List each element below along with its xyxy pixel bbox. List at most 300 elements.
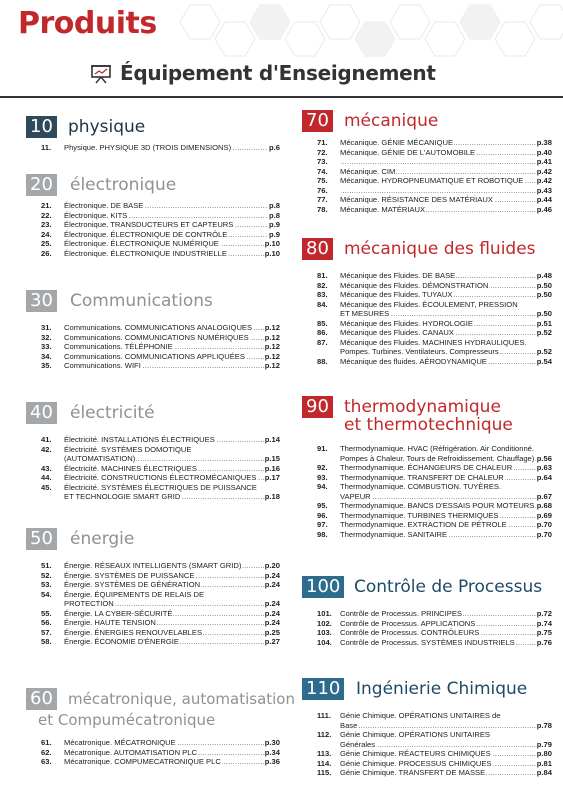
page-number: p.76: [536, 637, 552, 647]
page-number: p.24: [264, 580, 280, 589]
item-text-line2: (AUTOMATISATION): [64, 454, 136, 463]
page-number: p.72: [536, 609, 552, 618]
list-item: [41, 201, 280, 211]
item-number: 57.: [41, 627, 52, 637]
list-item: [317, 281, 552, 291]
list-item: [317, 148, 552, 158]
item-number: 52.: [41, 570, 52, 580]
page-number: p.81: [536, 758, 552, 768]
page-number: p.70: [536, 529, 552, 539]
item-list: [26, 201, 280, 258]
section-50: [26, 528, 280, 647]
section-title: Communications: [70, 291, 213, 311]
list-item: [41, 220, 280, 230]
page-number: p.18: [264, 492, 280, 501]
item-text: Énergie. ÉQUIPEMENTS DE RELAIS DE: [64, 589, 205, 599]
page-number: p.24: [264, 599, 280, 608]
page-number: p.14: [264, 435, 280, 444]
list-item: [41, 249, 280, 259]
list-item: [41, 748, 280, 758]
section-number: 20: [26, 174, 57, 196]
list-item: [317, 195, 552, 205]
item-text: Énergie. SYSTÈMES DE GÉNÉRATION: [64, 580, 201, 589]
section-number: 60: [26, 688, 57, 710]
section-number: 110: [302, 678, 344, 700]
item-number: 73.: [317, 157, 328, 166]
page-number: p.75: [536, 628, 552, 637]
list-item: [317, 511, 552, 521]
list-item: [317, 328, 552, 338]
list-item: [41, 757, 280, 767]
page-number: p.20: [264, 561, 280, 570]
page-number: p.38: [536, 138, 552, 147]
list-item: [317, 205, 552, 215]
list-item: [41, 609, 280, 619]
item-text: Thermodynamique. SANITAIRE: [340, 529, 448, 539]
item-number: 72.: [317, 147, 328, 157]
item-number: 112.: [317, 730, 332, 739]
page-number: p.51: [536, 318, 552, 328]
item-text: Génie Chimique. RÉACTEURS CHIMIQUES: [340, 749, 491, 758]
item-text: Thermodynamique. ÉCHANGEURS DE CHALEUR: [340, 463, 513, 472]
item-text: Mécanique des Fluides. DÉMONSTRATION: [340, 280, 489, 290]
item-number: 102.: [317, 618, 332, 628]
item-number: 54.: [41, 589, 52, 599]
page-number: p.8: [269, 201, 280, 210]
list-item: [317, 730, 552, 749]
list-item: [41, 230, 280, 240]
page-number: p.44: [536, 195, 552, 204]
item-text: Mécanique des Fluides. HYDROLOGIE: [340, 318, 473, 328]
item-text: Mécatronique. AUTOMATISATION PLC: [64, 747, 197, 757]
item-text: Communications. TÉLÉPHONIE: [64, 342, 173, 351]
item-text: Mécanique des Fluides. DE BASE: [340, 271, 456, 280]
page-number: p.12: [264, 342, 280, 351]
section-title-line2: et thermotechnique: [344, 415, 513, 435]
list-item: [317, 167, 552, 177]
item-list: [302, 138, 552, 214]
list-item: [41, 323, 280, 333]
page-number: p.30: [264, 738, 280, 747]
item-number: 81.: [317, 271, 328, 280]
list-item: [317, 473, 552, 483]
item-text: Électricité. SYSTÈMES ÉLECTRIQUES DE PUISSANCE: [64, 482, 257, 492]
page-number: p.10: [264, 239, 280, 248]
section-title: électronique: [70, 175, 177, 195]
item-number: 92.: [317, 463, 328, 472]
section-10: [26, 116, 280, 153]
page-number: p.42: [536, 166, 552, 176]
item-number: 103.: [317, 628, 332, 637]
item-text: Électronique. DE BASE: [64, 201, 144, 210]
item-text: Mécanique des Fluides. ÉCOULEMENT, PRESSION: [340, 299, 518, 309]
section-110: [302, 678, 552, 778]
item-number: 51.: [41, 561, 52, 570]
section-70: [302, 110, 552, 214]
item-text: Électronique. ÉLECTRONIQUE NUMÉRIQUE: [64, 239, 219, 248]
page-number: p.46: [536, 204, 552, 214]
item-list: [302, 609, 552, 647]
list-item: [317, 463, 552, 473]
item-text-line2: Pompes à Chaleur. Tours de Refroidissement. Chauffage): [340, 453, 535, 463]
item-number: 78.: [317, 204, 328, 214]
item-text: Thermodynamique. TRANSFERT DE CHALEUR: [340, 472, 504, 482]
item-list: [26, 323, 280, 371]
item-number: 84.: [317, 299, 328, 309]
item-number: 98.: [317, 529, 328, 539]
item-text: Mécanique des Fluides. CANAUX: [340, 328, 454, 337]
item-number: 11.: [41, 143, 52, 152]
item-number: 35.: [41, 361, 52, 370]
item-number: 104.: [317, 637, 332, 647]
item-text-line2: ET TECHNOLOGIE SMART GRID: [64, 492, 181, 501]
list-item: [317, 711, 552, 730]
page-number: p.25: [264, 627, 280, 637]
page-number: p.68: [536, 501, 552, 510]
item-number: 82.: [317, 280, 328, 290]
section-20: [26, 174, 280, 258]
list-item: [317, 501, 552, 511]
item-number: 23.: [41, 220, 52, 229]
list-item: [317, 444, 552, 463]
section-title: Contrôle de Processus: [354, 577, 543, 597]
list-item: [41, 618, 280, 628]
list-item: [41, 143, 280, 153]
list-item: [41, 738, 280, 748]
item-text: Génie Chimique. TRANSFERT DE MASSE: [340, 768, 486, 777]
section-80: [302, 238, 552, 366]
item-text-line2: Base: [340, 720, 358, 730]
item-number: 75.: [317, 176, 328, 185]
item-list: [302, 711, 552, 778]
item-number: 74.: [317, 166, 328, 176]
page-number: p.43: [536, 185, 552, 195]
item-text: Mécanique. GÉNIE DE L'AUTOMOBILE: [340, 147, 476, 157]
divider: [0, 96, 563, 98]
page-number: p.80: [536, 749, 552, 758]
section-title: mécanique des fluides: [344, 239, 536, 259]
list-item: [41, 473, 280, 483]
item-text: Énergie. LA CYBER-SÉCURITÉ: [64, 608, 173, 618]
list-item: [41, 211, 280, 221]
item-number: 111.: [317, 711, 331, 720]
list-item: [41, 590, 280, 609]
list-item: [41, 435, 280, 445]
item-number: 101.: [317, 609, 332, 618]
list-item: [41, 445, 280, 464]
page-number: p.10: [264, 248, 280, 258]
section-number: 10: [26, 116, 57, 138]
presentation-board-icon: [90, 64, 112, 84]
list-item: [41, 580, 280, 590]
list-item: [41, 333, 280, 343]
item-text: Génie Chimique. OPÉRATIONS UNITAIRES: [340, 730, 490, 739]
item-text: Mécanique des Fluides. MACHINES HYDRAULIQUES.: [340, 337, 527, 347]
item-text: Mécanique. CIM: [340, 166, 396, 176]
page-number: p.6: [269, 143, 280, 152]
list-item: [317, 768, 552, 778]
list-item: [317, 186, 552, 196]
item-number: 91.: [317, 444, 328, 453]
item-number: 85.: [317, 318, 328, 328]
item-number: 26.: [41, 248, 52, 258]
page-number: p.79: [536, 739, 552, 749]
item-list: [26, 435, 280, 502]
list-item: [41, 628, 280, 638]
item-number: 94.: [317, 482, 328, 491]
item-number: 34.: [41, 351, 52, 361]
page-number: p.69: [536, 510, 552, 520]
item-text: Mécanique. GÉNIE MÉCANIQUE: [340, 138, 454, 147]
item-number: 71.: [317, 138, 328, 147]
page-number: p.15: [264, 454, 280, 463]
item-number: 32.: [41, 332, 52, 342]
list-item: [317, 338, 552, 357]
list-item: [41, 239, 280, 249]
item-text: Génie Chimique. OPÉRATIONS UNITAIRES de: [340, 711, 501, 720]
section-title: Ingénierie Chimique: [356, 679, 528, 699]
page-number: p.42: [536, 176, 552, 185]
page-number: p.52: [536, 347, 552, 356]
item-text-line2: PROTECTION: [64, 599, 114, 608]
page-number: p.41: [536, 157, 552, 166]
item-text: Mécanique. MATÉRIAUX: [340, 204, 426, 214]
section-title: thermodynamique: [344, 397, 501, 417]
item-list: [26, 738, 280, 767]
section-number: 70: [302, 110, 333, 132]
section-40: [26, 402, 280, 502]
item-number: 55.: [41, 608, 52, 618]
list-item: [317, 759, 552, 769]
section-30: [26, 290, 280, 371]
item-text: Énergie. RÉSEAUX INTELLIGENTS (SMART GRID): [64, 561, 242, 570]
item-number: 53.: [41, 580, 52, 589]
section-number: 100: [302, 576, 344, 598]
page-number: p.40: [536, 147, 552, 157]
page-number: p.50: [536, 290, 552, 299]
list-item: [317, 520, 552, 530]
item-text: Thermodynamique. EXTRACTION DE PÉTROLE: [340, 520, 507, 529]
item-text: Contrôle de Processus. APPLICATIONS: [340, 618, 476, 628]
item-number: 76.: [317, 185, 328, 195]
item-number: 56.: [41, 618, 52, 627]
page-number: p.12: [264, 361, 280, 370]
item-text: Électronique. TRANSDUCTEURS ET CAPTEURS: [64, 220, 234, 229]
page-number: p.8: [269, 210, 280, 220]
page-number: p.24: [264, 570, 280, 580]
item-text: [340, 157, 341, 166]
subtitle-bar: [0, 58, 563, 98]
page-number: p.74: [536, 618, 552, 628]
page-number: p.12: [264, 351, 280, 361]
item-number: 97.: [317, 520, 328, 529]
item-text: Thermodynamique. BANCS D'ESSAIS POUR MOTEURS: [340, 501, 535, 510]
item-text: Physique. PHYSIQUE 3D (TROIS DIMENSIONS): [64, 143, 232, 152]
section-title: mécatronique, automatisation: [68, 690, 295, 708]
list-item: [317, 271, 552, 281]
item-number: 42.: [41, 444, 52, 454]
list-item: [41, 571, 280, 581]
item-number: 114.: [317, 758, 332, 768]
page-title: Produits: [18, 6, 157, 41]
item-text: Contrôle de Processus. CONTRÔLEURS: [340, 628, 480, 637]
item-number: 77.: [317, 195, 328, 204]
item-number: 61.: [41, 738, 52, 747]
item-list: [26, 143, 280, 153]
list-item: [317, 290, 552, 300]
list-item: [317, 157, 552, 167]
list-item: [41, 483, 280, 502]
page-number: p.12: [264, 332, 280, 342]
section-title-line2: et Compumécatronique: [38, 711, 216, 729]
list-item: [41, 352, 280, 362]
page-number: p.16: [264, 463, 280, 473]
item-number: 95.: [317, 501, 328, 510]
item-text: Contrôle de Processus. SYSTÈMES INDUSTRIELS: [340, 637, 515, 647]
item-text: Génie Chimique. PROCESSUS CHIMIQUES: [340, 758, 492, 768]
page-number: p.12: [264, 323, 280, 332]
item-number: 25.: [41, 239, 52, 248]
item-number: 62.: [41, 747, 52, 757]
item-text: Mécanique des Fluides. TUYAUX: [340, 290, 453, 299]
item-text: Énergie. HAUTE TENSION: [64, 618, 156, 627]
item-text: Communications. WIFI: [64, 361, 141, 370]
list-item: [41, 342, 280, 352]
list-item: [317, 749, 552, 759]
page-number: p.67: [536, 491, 552, 501]
list-item: [41, 637, 280, 647]
page-number: p.48: [536, 271, 552, 280]
item-text: Énergie. ÉCONOMIE D'ÉNERGIE: [64, 637, 179, 646]
page-number: p.63: [536, 463, 552, 472]
page-number: p.52: [536, 328, 552, 337]
item-number: 33.: [41, 342, 52, 351]
list-item: [317, 138, 552, 148]
section-90: [302, 396, 552, 539]
list-item: [41, 361, 280, 371]
item-text: Électronique. ÉLECTRONIQUE INDUSTRIELLE: [64, 248, 227, 258]
section-60: [26, 688, 295, 767]
page-number: p.54: [536, 356, 552, 366]
item-text: Électronique. ÉLECTRONIQUE DE CONTRÔLE: [64, 229, 228, 239]
item-number: 22.: [41, 210, 52, 220]
item-number: 44.: [41, 473, 52, 482]
item-text: Thermodynamique. TURBINES THERMIQUES: [340, 510, 499, 520]
item-text-line2: ET MESURES: [340, 309, 390, 318]
item-number: 115.: [317, 768, 332, 777]
page-number: p.50: [536, 280, 552, 290]
item-text: Mécatronique. COMPUMECATRONIQUE PLC: [64, 757, 221, 766]
section-subtitle: Équipement d'Enseignement: [120, 61, 436, 85]
item-number: 31.: [41, 323, 52, 332]
item-number: 41.: [41, 435, 52, 444]
section-number: 30: [26, 290, 57, 312]
section-number: 80: [302, 238, 333, 260]
list-item: [317, 176, 552, 186]
item-text: Contrôle de Processus. PRINCIPES: [340, 609, 462, 618]
item-text: Thermodynamique. HVAC (Réfrigération. Air Conditionné.: [340, 444, 535, 453]
item-text: Électronique. KITS: [64, 210, 128, 220]
section-title: physique: [68, 117, 146, 137]
list-item: [41, 464, 280, 474]
list-item: [317, 357, 552, 367]
list-item: [317, 482, 552, 501]
page-number: p.17: [264, 473, 280, 482]
item-text: Électricité. INSTALLATIONS ÉLECTRIQUES: [64, 435, 215, 444]
item-text: Communications. COMMUNICATIONS APPLIQUÉES: [64, 351, 245, 361]
item-number: 87.: [317, 337, 328, 347]
list-item: [317, 300, 552, 319]
page-number: p.27: [264, 637, 280, 646]
item-number: 24.: [41, 229, 52, 239]
page-number: p.64: [536, 472, 552, 482]
page-number: p.9: [269, 229, 280, 239]
item-number: 58.: [41, 637, 52, 646]
item-text-line2: Pompes. Turbines. Ventilateurs. Compresseurs: [340, 347, 499, 356]
list-item: [317, 530, 552, 540]
item-text: Thermodynamique. COMBUSTION. TUYÈRES.: [340, 482, 502, 491]
item-number: 113.: [317, 749, 332, 758]
page-number: p.56: [536, 453, 552, 463]
page-number: p.34: [264, 747, 280, 757]
item-text: Mécanique des fluides. AÉRODYNAMIQUE: [340, 356, 487, 366]
item-text: Communications. COMMUNICATIONS ANALOGIQUES: [64, 323, 253, 332]
item-text: Mécanique. HYDROPNEUMATIQUE ET ROBOTIQUE: [340, 176, 524, 185]
page-number: p.36: [264, 757, 280, 766]
section-number: 40: [26, 402, 57, 424]
list-item: [317, 628, 552, 638]
list-item: [317, 619, 552, 629]
page-number: p.84: [536, 768, 552, 777]
item-text: Électricité. CONSTRUCTIONS ÉLECTROMÉCANIQUES: [64, 473, 257, 482]
item-number: 63.: [41, 757, 52, 766]
item-text: Énergie. ÉNERGIES RENOUVELABLES: [64, 627, 203, 637]
item-number: 86.: [317, 328, 328, 337]
item-text-line2: Générales: [340, 739, 376, 749]
page-number: p.9: [269, 220, 280, 229]
item-text: Électricité. SYSTÈMES DOMOTIQUE: [64, 444, 192, 454]
item-list: [302, 271, 552, 366]
section-100: [302, 576, 552, 647]
section-title: énergie: [70, 529, 135, 549]
section-number: 50: [26, 528, 57, 550]
item-text-line2: VAPEUR: [340, 491, 371, 501]
item-list: [302, 444, 552, 539]
item-text: Communications. COMMUNICATIONS NUMÉRIQUES: [64, 332, 249, 342]
section-title: électricité: [70, 403, 155, 423]
item-number: 93.: [317, 472, 328, 482]
section-title: mécanique: [344, 111, 439, 131]
item-number: 43.: [41, 463, 52, 473]
list-item: [317, 638, 552, 648]
item-number: 83.: [317, 290, 328, 299]
item-number: 96.: [317, 510, 328, 520]
section-number: 90: [302, 396, 333, 418]
list-item: [317, 609, 552, 619]
item-text: Mécatronique. MÉCATRONIQUE: [64, 738, 176, 747]
page-number: p.24: [264, 618, 280, 627]
list-item: [317, 319, 552, 329]
item-number: 45.: [41, 482, 52, 492]
item-text: Énergie. SYSTÈMES DE PUISSANCE: [64, 570, 195, 580]
page-number: p.50: [536, 309, 552, 318]
page-number: p.78: [536, 720, 552, 730]
page-number: p.24: [264, 608, 280, 618]
item-text: Électricité. MACHINES ÉLECTRIQUES: [64, 463, 197, 473]
item-number: 21.: [41, 201, 52, 210]
item-number: 88.: [317, 356, 328, 366]
item-text: Mécanique. RÉSISTANCE DES MATÉRIAUX: [340, 195, 493, 204]
